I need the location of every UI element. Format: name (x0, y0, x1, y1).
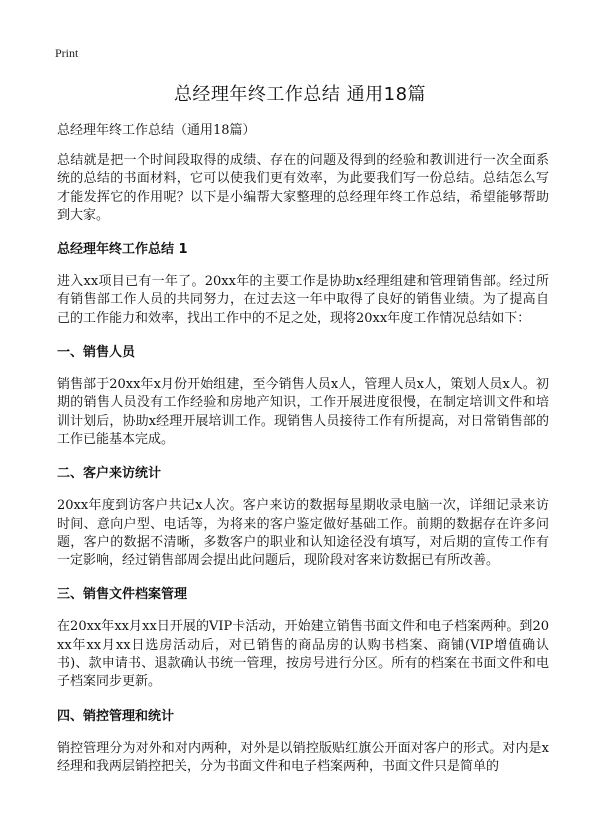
heading-visitor-stats: 二、客户来访统计 (57, 466, 162, 482)
print-label: Print (55, 46, 79, 60)
document-title: 总经理年终工作总结 通用18篇 (173, 84, 427, 105)
section-intro-paragraph: 进入xx项目已有一年了。20xx年的主要工作是协助x经理组建和管理销售部。经过所有销售部工作人员的共同努力，在过去这一年中取得了良好的销售业绩。为了提高自己的工作能力和效率，找出工作中的不足之处，现将20xx年度工作情况总结如下： (57, 274, 549, 326)
paragraph-archive-management: 在20xx年xx月xx日开展的VIP卡活动，开始建立销售书面文件和电子档案两种。到20xx年xx月xx日选房活动后，对已销售的商品房的认购书档案、商铺(VIP增值确认书)、款申请书、退款确认书统一管理，按房号进行分区。所有的档案在书面文件和电子档案同步更新。 (57, 619, 549, 690)
heading-archive-management: 三、销售文件档案管理 (57, 587, 188, 603)
paragraph-visitor-stats: 20xx年度到访客户共记x人次。客户来访的数据每星期收录电脑一次，详细记录来访时间、意向户型、电话等，为将来的客户鉴定做好基础工作。前期的数据存在许多问题，客户的数据不清晰，多数客户的职业和认知途径没有填写，对后期的宣传工作有一定影响，经过销售部周会提出此问题后，现阶段对客来访数据已有所改善。 (57, 498, 549, 569)
paragraph-sales-staff: 销售部于20xx年x月份开始组建，至今销售人员x人，管理人员x人，策划人员x人。初期的销售人员没有工作经验和房地产知识，工作开展进度很慢，在制定培训文件和培训计划后，协助x经理开展培训工作。现销售人员接待工作有所提高，对日常销售部的工作已能基本完成。 (57, 377, 549, 447)
section-title: 总经理年终工作总结 1 (57, 242, 188, 258)
paragraph-sales-control: 销控管理分为对外和对内两种，对外是以销控版贴红旗公开面对客户的形式。对内是x经理和我两层销控把关，分为书面文件和电子档案两种，书面文件只是简单的 (57, 740, 549, 774)
document-body (57, 122, 549, 792)
intro-paragraph: 总结就是把一个时间段取得的成绩、存在的问题及得到的经验和教训进行一次全面系统的总结的书面材料，它可以使我们更有效率，为此要我们写一份总结。总结怎么写才能发挥它的作用呢？以下是小编帮大家整理的总经理年终工作总结，希望能够帮助到大家。 (57, 153, 549, 223)
document-subtitle: 总经理年终工作总结（通用18篇） (57, 123, 256, 138)
heading-sales-control: 四、销控管理和统计 (57, 708, 175, 724)
heading-sales-staff: 一、销售人员 (57, 345, 136, 361)
